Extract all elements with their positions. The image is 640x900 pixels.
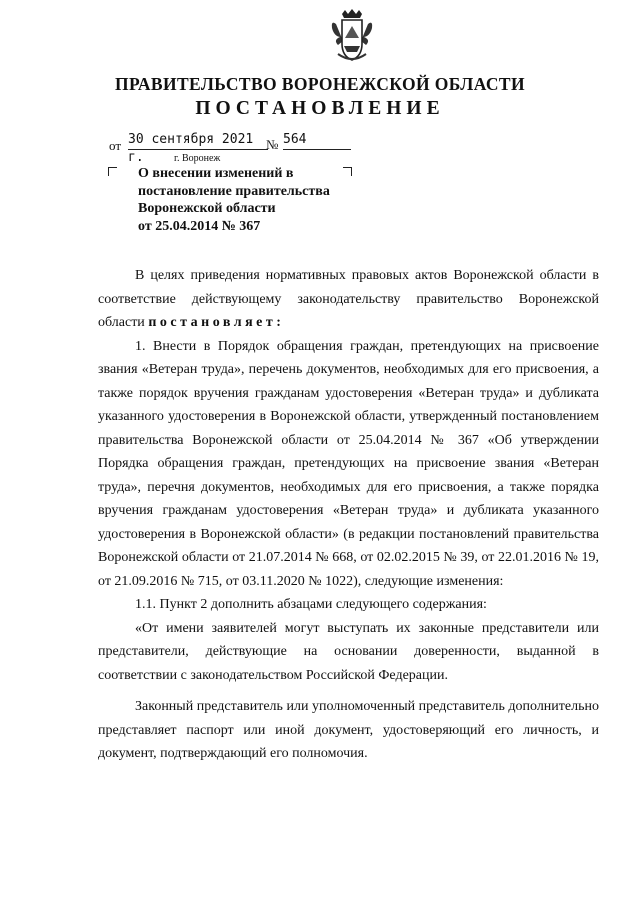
resolves-word: постановляет:: [148, 315, 285, 330]
subject-line: постановление правительства: [138, 183, 330, 199]
document-subject: [138, 165, 353, 235]
organization-title: ПРАВИТЕЛЬСТВО ВОРОНЕЖСКОЙ ОБЛАСТИ: [114, 74, 526, 94]
document-type-title: ПОСТАНОВЛЕНИЕ: [195, 98, 445, 119]
quote-paragraph-1: «От имени заявителей могут выступать их законные представители или представители, действующие на основании доверенности, выданной в соответствии с законодательством Российской Федерации.: [98, 620, 599, 683]
date-prefix: от: [109, 138, 122, 153]
document-number: 564: [283, 131, 351, 150]
intro-text: В целях приведения нормативных правовых актов Воронежской области в соответствие действующему законодательству правительство Воронежской области: [98, 268, 599, 330]
document-body: [98, 264, 599, 766]
intro-paragraph: [98, 264, 599, 335]
number-sign: №: [266, 137, 279, 152]
subject-line: Воронежской области: [138, 201, 276, 216]
coat-of-arms-emblem: [330, 8, 374, 66]
subject-line: О внесении изменений в: [138, 166, 294, 181]
document-date: 30 сентября 2021 г.: [128, 131, 268, 150]
title-corner-left: [108, 167, 117, 176]
quote-paragraph-2: Законный представитель или уполномоченный представитель дополнительно представляет паспорт или иной документ, удостоверяющий его личность, и документ, подтверждающий его полномочия.: [98, 699, 599, 761]
item-1-1-paragraph: 1.1. Пункт 2 дополнить абзацами следующего содержания:: [135, 597, 487, 612]
item-1-paragraph: 1. Внести в Порядок обращения граждан, претендующих на присвоение звания «Ветеран труда», перечень документов, необходимых для его присвоения, а также порядок вручения гражданам удостоверения «Ветеран труда» и дубликата указанного удостоверения в Воронежской области, утвержденный постановлением правительства Воронежской области от 25.04.2014 № 367 «Об утверждении Порядка обращения граждан, претендующих на присвоение звания «Ветеран труда», перечня документов, необходимых для его присвоения, а также порядка вручения гражданам удостоверения «Ветеран труда» и дубликата указанного удостоверения в Воронежской области» (в редакции постановлений правительства Воронежской области от 21.07.2014 № 668, от 02.02.2015 № 39, от 22.01.2016 № 19, от 21.09.2016 № 715, от 03.11.2020 № 1022), следующие изменения:: [98, 338, 599, 589]
subject-line: от 25.04.2014 № 367: [138, 218, 261, 234]
document-city: г. Воронеж: [174, 153, 221, 164]
